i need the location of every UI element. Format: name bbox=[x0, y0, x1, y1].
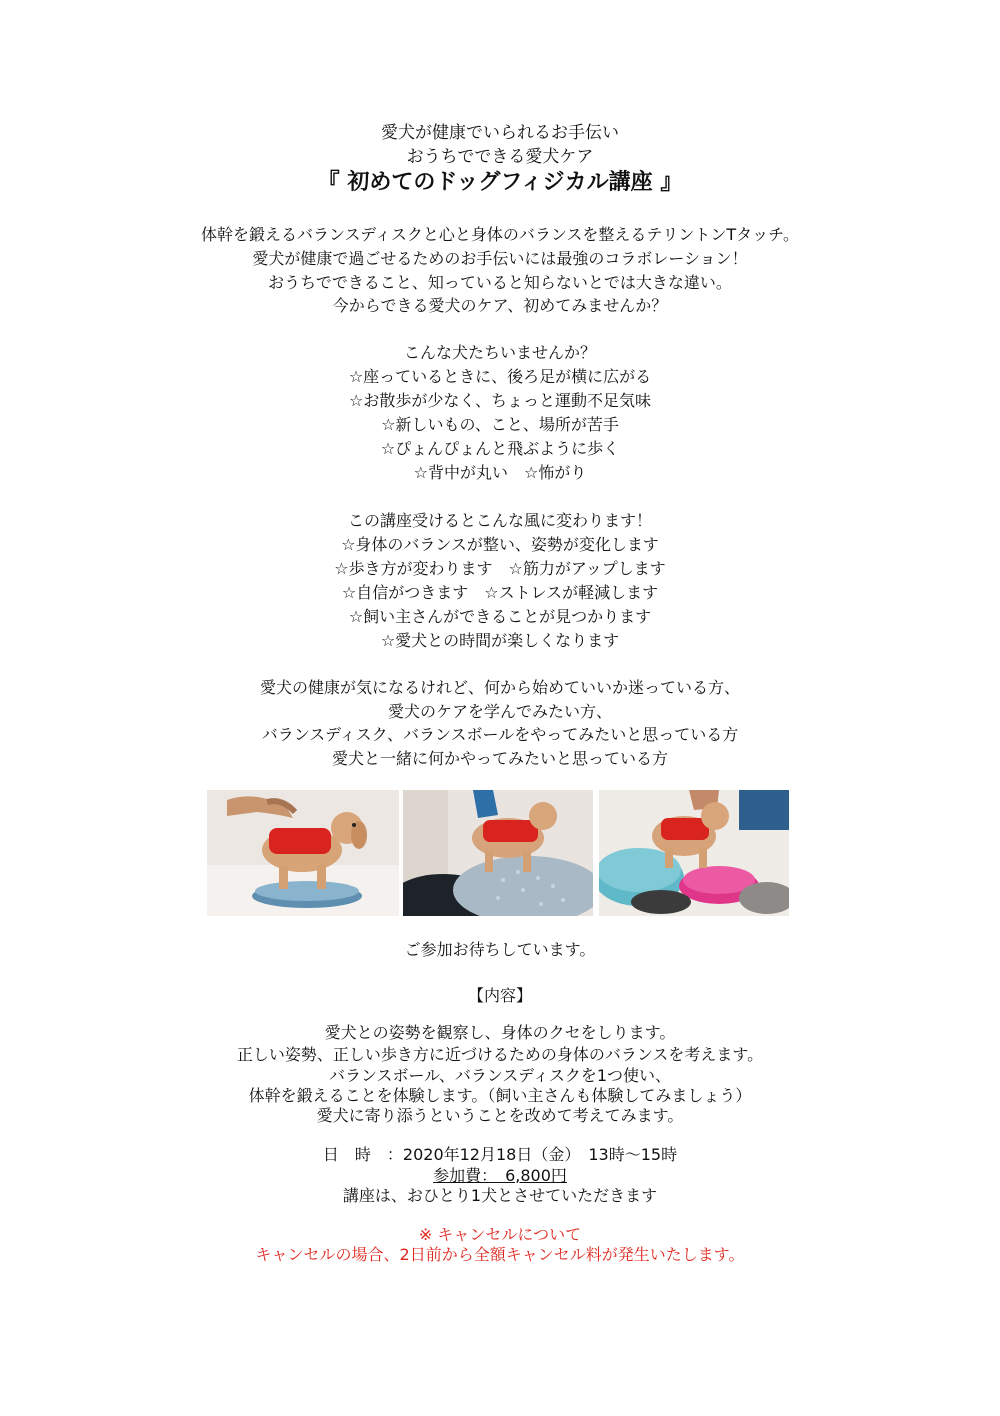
intro-line-3: おうちでできること、知っていると知らないとでは大きな違い。 bbox=[268, 273, 732, 292]
dog-on-balance-ball-photo bbox=[403, 790, 593, 916]
cancel-policy: キャンセルの場合、2日前から全額キャンセル料が発生いたします。 bbox=[255, 1245, 745, 1264]
photo-strip bbox=[207, 790, 789, 916]
intro-line-4: 今からできる愛犬のケア、初めてみませんか？ bbox=[332, 296, 668, 315]
page-title: 『 初めてのドッグフィジカル講座 』 bbox=[317, 170, 683, 195]
dogs-item: ☆お散歩が少なく、ちょっと運動不足気味 bbox=[348, 391, 652, 410]
benefits-item: ☆自信がつきます ☆ストレスが軽減します bbox=[341, 583, 659, 602]
participation-note: 講座は、おひとり1犬とさせていただきます bbox=[342, 1186, 658, 1205]
content-line: 愛犬との姿勢を観察し、身体のクセをしります。 bbox=[324, 1023, 676, 1042]
subtitle-1: 愛犬が健康でいられるお手伝い bbox=[381, 123, 619, 143]
intro-line-2: 愛犬が健康で過ごせるためのお手伝いには最強のコラボレーション！ bbox=[252, 249, 748, 268]
dogs-item: ☆背中が丸い ☆怖がり bbox=[413, 463, 587, 482]
benefits-item: ☆歩き方が変わります ☆筋力がアップします bbox=[334, 559, 666, 578]
participation-fee: 参加費： 6,800円 bbox=[433, 1166, 567, 1185]
content-heading: 【内容】 bbox=[467, 986, 532, 1005]
benefits-heading: この講座受けるとこんな風に変わります！ bbox=[347, 511, 652, 530]
subtitle-2: おうちでできる愛犬ケア bbox=[406, 147, 594, 167]
dogs-item: ☆新しいもの、こと、場所が苦手 bbox=[381, 415, 619, 434]
dog-on-balance-disc-photo bbox=[207, 790, 399, 916]
dogs-item: ☆ぴょんぴょんと飛ぶように歩く bbox=[380, 439, 620, 458]
dog-on-balance-cushions-photo bbox=[599, 790, 789, 916]
event-datetime: 日 時 ：2020年12月18日（金） 13時～15時 bbox=[322, 1145, 678, 1164]
benefits-item: ☆飼い主さんができることが見つかります bbox=[348, 607, 652, 626]
content-line: 正しい姿勢、正しい歩き方に近づけるための身体のバランスを考えます。 bbox=[236, 1045, 764, 1064]
benefits-item: ☆愛犬との時間が楽しくなります bbox=[380, 631, 620, 650]
target-line: 愛犬のケアを学んでみたい方、 bbox=[387, 702, 612, 721]
dogs-heading: こんな犬たちいませんか？ bbox=[403, 343, 596, 362]
dogs-item: ☆座っているときに、後ろ足が横に広がる bbox=[348, 367, 652, 386]
content-line: 愛犬に寄り添うということを改めて考えてみます。 bbox=[316, 1106, 684, 1125]
intro-line-1: 体幹を鍛えるバランスディスクと心と身体のバランスを整えるテリントンTタッチ。 bbox=[200, 225, 800, 244]
waiting-text: ご参加お待ちしています。 bbox=[404, 940, 596, 959]
target-line: 愛犬と一緒に何かやってみたいと思っている方 bbox=[331, 749, 668, 768]
target-line: バランスディスク、バランスボールをやってみたいと思っている方 bbox=[261, 725, 739, 744]
cancel-heading: ※ キャンセルについて bbox=[418, 1225, 582, 1244]
benefits-item: ☆身体のバランスが整い、姿勢が変化します bbox=[341, 535, 659, 554]
target-line: 愛犬の健康が気になるけれど、何から始めていいか迷っている方、 bbox=[259, 678, 740, 697]
content-line: 体幹を鍛えることを体験します。（飼い主さんも体験してみましょう） bbox=[248, 1086, 752, 1105]
content-line: バランスボール、バランスディスクを1つ使い、 bbox=[328, 1066, 672, 1085]
